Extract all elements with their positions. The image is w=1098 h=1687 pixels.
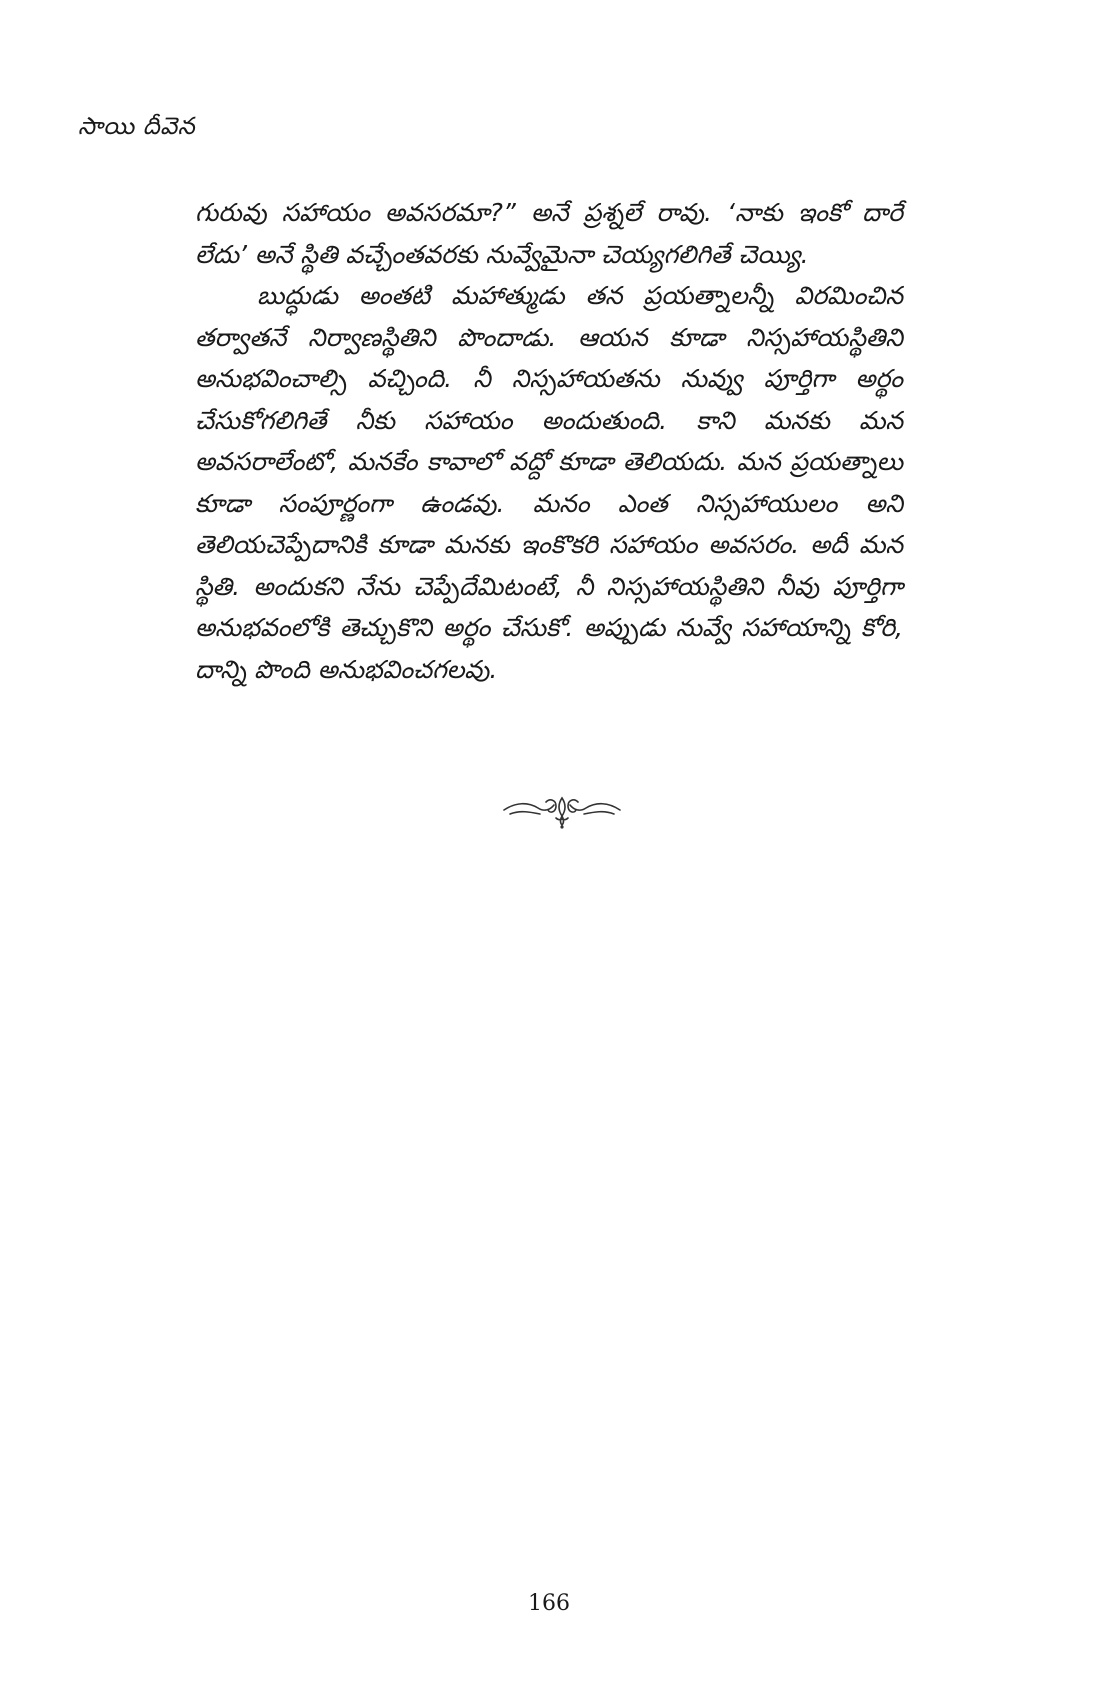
paragraph-buddha: బుద్ధుడు అంతటి మహాత్ముడు తన ప్రయత్నాలన్నీ విరమించిన తర్వాతనే నిర్వాణస్థితిని పొందాడు. ఆయన కూడా నిస్సహాయస్థితిని అనుభవించాల్సి వచ్చింది. నీ నిస్సహాయతను నువ్వు పూర్తిగా అర్థం చేసుకోగలిగితే నీకు సహాయం అందుతుంది. కాని మనకు మన అవసరాలేంటో, మనకేం కావాలో వద్దో కూడా తెలియదు. మన ప్రయత్నాలు కూడా సంపూర్ణంగా ఉండవు. మనం ఎంత నిస్సహాయులం అని తెలియచెప్పేదానికి కూడా మనకు ఇంకొకరి సహాయం అవసరం. అదీ మన స్థితి. అందుకని నేను చెప్పేదేమిటంటే, నీ నిస్సహాయస్థితిని నీవు పూర్తిగా అనుభవంలోకి తెచ్చుకొని అర్థం చేసుకో. అప్పుడు నువ్వే సహాయాన్ని కోరి, దాన్ని పొంది అనుభవించగలవు. [195,281,903,684]
paragraph-continuation: గురువు సహాయం అవసరమా?” అనే ప్రశ్నలే రావు. ‘నాకు ఇంకో దారే లేదు’ అనే స్థితి వచ్చేంతవరకు నువ్వేమైనా చెయ్యగలిగితే చెయ్యి. [195,198,903,269]
page-number: 166 [528,1591,570,1616]
running-head: సాయి దీవెన [78,112,196,140]
body-text [195,192,903,690]
floral-divider-icon [498,790,626,830]
